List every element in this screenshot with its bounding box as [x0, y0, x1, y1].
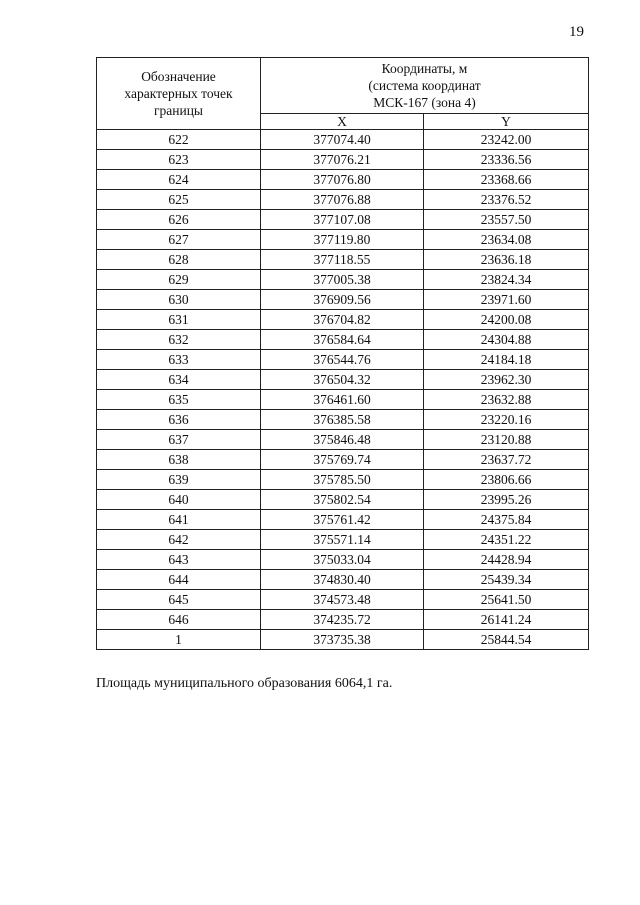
area-note: Площадь муниципального образования 6064,1 га. — [96, 676, 393, 691]
y-cell: 24428.94 — [424, 550, 589, 570]
header-designation-line: границы — [153, 103, 204, 118]
table-row — [97, 570, 589, 590]
point-cell: 637 — [97, 430, 261, 450]
point-cell: 622 — [97, 130, 261, 150]
y-cell: 23806.66 — [424, 470, 589, 490]
point-cell: 632 — [97, 330, 261, 350]
table-row — [97, 450, 589, 470]
y-cell: 23336.56 — [424, 150, 589, 170]
point-cell: 624 — [97, 170, 261, 190]
y-cell: 23637.72 — [424, 450, 589, 470]
table-row — [97, 490, 589, 510]
point-cell: 644 — [97, 570, 261, 590]
x-cell: 375846.48 — [261, 430, 424, 450]
table-row — [97, 330, 589, 350]
x-cell: 375571.14 — [261, 530, 424, 550]
table-row — [97, 590, 589, 610]
table-row — [97, 190, 589, 210]
coordinates-table — [96, 57, 589, 650]
y-cell: 23971.60 — [424, 290, 589, 310]
x-cell: 375769.74 — [261, 450, 424, 470]
y-cell: 23368.66 — [424, 170, 589, 190]
table-row — [97, 390, 589, 410]
table-row — [97, 150, 589, 170]
point-cell: 639 — [97, 470, 261, 490]
table-body — [97, 130, 589, 650]
header-point-designation — [97, 58, 261, 130]
x-cell: 377074.40 — [261, 130, 424, 150]
point-cell: 645 — [97, 590, 261, 610]
point-cell: 630 — [97, 290, 261, 310]
point-cell: 635 — [97, 390, 261, 410]
table-row — [97, 290, 589, 310]
table-row — [97, 370, 589, 390]
point-cell: 646 — [97, 610, 261, 630]
x-cell: 375785.50 — [261, 470, 424, 490]
point-cell: 634 — [97, 370, 261, 390]
header-y: Y — [424, 114, 589, 130]
x-cell: 376909.56 — [261, 290, 424, 310]
x-cell: 377118.55 — [261, 250, 424, 270]
point-cell: 627 — [97, 230, 261, 250]
table-row — [97, 410, 589, 430]
x-cell: 376584.64 — [261, 330, 424, 350]
point-cell: 641 — [97, 510, 261, 530]
y-cell: 23557.50 — [424, 210, 589, 230]
x-cell: 373735.38 — [261, 630, 424, 650]
x-cell: 376461.60 — [261, 390, 424, 410]
y-cell: 23962.30 — [424, 370, 589, 390]
table-row — [97, 550, 589, 570]
header-designation-line: характерных точек — [124, 86, 233, 101]
table-row — [97, 430, 589, 450]
point-cell: 642 — [97, 530, 261, 550]
table-header — [97, 58, 589, 130]
point-cell: 628 — [97, 250, 261, 270]
table-row — [97, 250, 589, 270]
point-cell: 643 — [97, 550, 261, 570]
x-cell: 375761.42 — [261, 510, 424, 530]
point-cell: 629 — [97, 270, 261, 290]
header-coordinates — [261, 58, 589, 114]
header-coordinates-line: Координаты, м — [381, 61, 468, 76]
table-row — [97, 610, 589, 630]
y-cell: 23632.88 — [424, 390, 589, 410]
x-cell: 376704.82 — [261, 310, 424, 330]
y-cell: 23995.26 — [424, 490, 589, 510]
y-cell: 24184.18 — [424, 350, 589, 370]
y-cell: 23220.16 — [424, 410, 589, 430]
x-cell: 377005.38 — [261, 270, 424, 290]
table-row — [97, 350, 589, 370]
point-cell: 640 — [97, 490, 261, 510]
table-row — [97, 630, 589, 650]
table-row — [97, 310, 589, 330]
x-cell: 377107.08 — [261, 210, 424, 230]
table-row — [97, 530, 589, 550]
point-cell: 636 — [97, 410, 261, 430]
table-row — [97, 230, 589, 250]
header-coordinates-line: (система координат — [368, 78, 481, 93]
table-row — [97, 510, 589, 530]
y-cell: 23376.52 — [424, 190, 589, 210]
y-cell: 25439.34 — [424, 570, 589, 590]
x-cell: 377076.21 — [261, 150, 424, 170]
header-coordinates-line: МСК-167 (зона 4) — [373, 95, 476, 110]
x-cell: 375033.04 — [261, 550, 424, 570]
point-cell: 1 — [97, 630, 261, 650]
x-cell: 377119.80 — [261, 230, 424, 250]
x-cell: 376504.32 — [261, 370, 424, 390]
header-x: X — [261, 114, 424, 130]
y-cell: 24375.84 — [424, 510, 589, 530]
y-cell: 24200.08 — [424, 310, 589, 330]
x-cell: 377076.80 — [261, 170, 424, 190]
table-row — [97, 130, 589, 150]
y-cell: 26141.24 — [424, 610, 589, 630]
x-cell: 376385.58 — [261, 410, 424, 430]
point-cell: 625 — [97, 190, 261, 210]
y-cell: 23634.08 — [424, 230, 589, 250]
page-number: 19 — [569, 24, 584, 40]
y-cell: 25844.54 — [424, 630, 589, 650]
y-cell: 24351.22 — [424, 530, 589, 550]
x-cell: 374235.72 — [261, 610, 424, 630]
y-cell: 23120.88 — [424, 430, 589, 450]
point-cell: 623 — [97, 150, 261, 170]
x-cell: 374573.48 — [261, 590, 424, 610]
point-cell: 633 — [97, 350, 261, 370]
table-row — [97, 210, 589, 230]
x-cell: 375802.54 — [261, 490, 424, 510]
x-cell: 377076.88 — [261, 190, 424, 210]
y-cell: 23636.18 — [424, 250, 589, 270]
y-cell: 25641.50 — [424, 590, 589, 610]
table-row — [97, 470, 589, 490]
y-cell: 23242.00 — [424, 130, 589, 150]
x-cell: 374830.40 — [261, 570, 424, 590]
y-cell: 23824.34 — [424, 270, 589, 290]
point-cell: 638 — [97, 450, 261, 470]
table-row — [97, 170, 589, 190]
x-cell: 376544.76 — [261, 350, 424, 370]
header-designation-line: Обозначение — [141, 69, 216, 84]
point-cell: 626 — [97, 210, 261, 230]
y-cell: 24304.88 — [424, 330, 589, 350]
point-cell: 631 — [97, 310, 261, 330]
table-row — [97, 270, 589, 290]
